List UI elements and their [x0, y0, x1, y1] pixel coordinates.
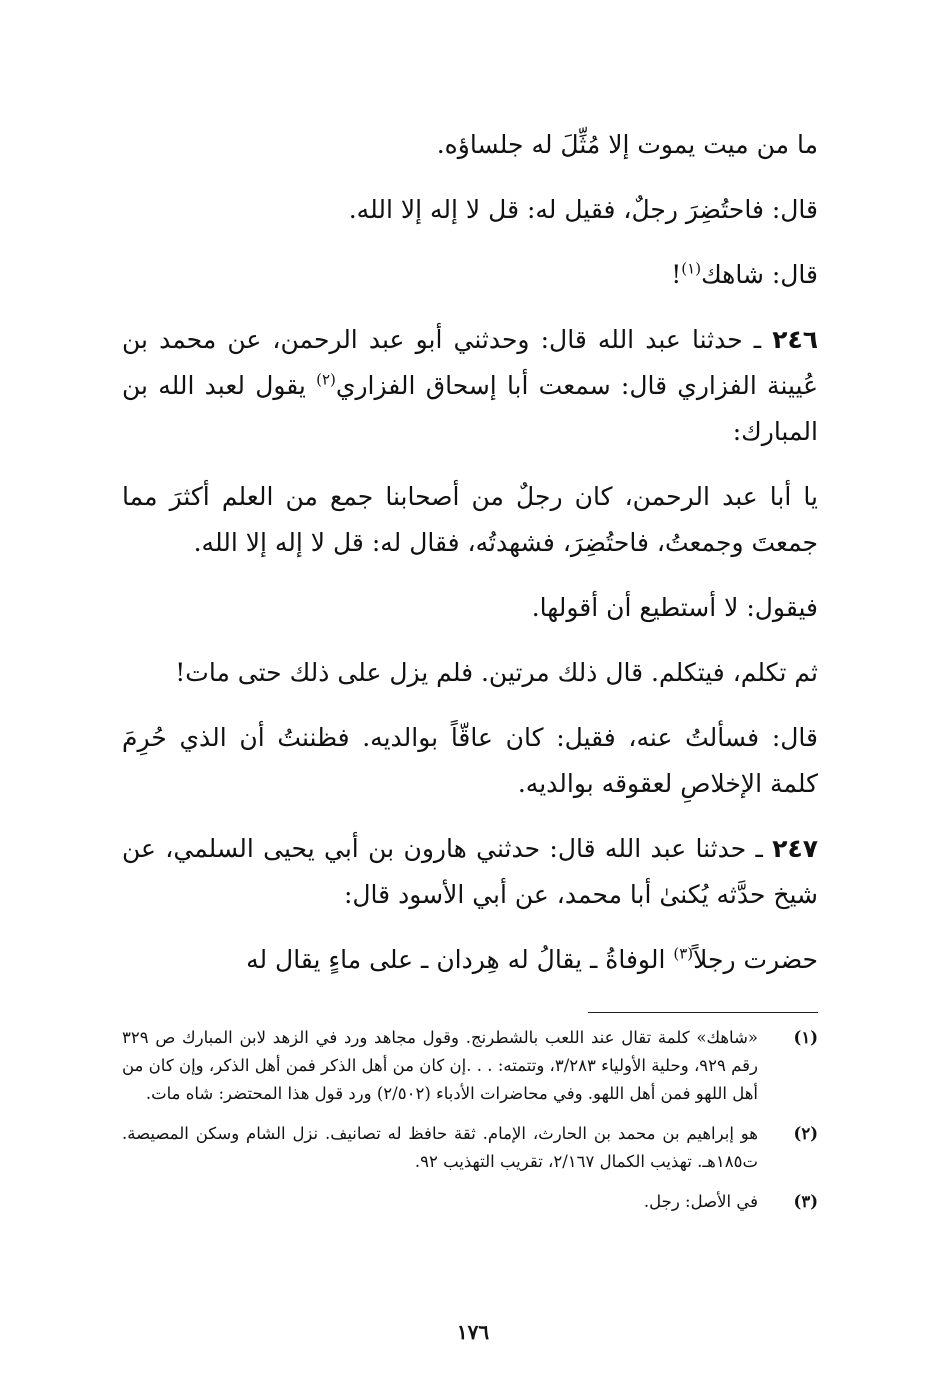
footnote-ref[interactable]: (٢) — [316, 370, 336, 389]
paragraph-text: ـ حدثنا عبد الله قال: وحدثني أبو عبد الرحمن، عن محمد بن عُيينة الفزاري قال: سمعت أبا إسحاق الفزاري — [122, 325, 819, 400]
paragraph — [122, 715, 818, 807]
paragraph — [122, 937, 818, 983]
footnote-3 — [122, 1188, 818, 1216]
paragraph — [122, 585, 818, 631]
narration-number: ٢٤٦ — [772, 325, 818, 354]
footnote-number: (١) — [793, 1028, 818, 1047]
main-text — [122, 122, 818, 1002]
paragraph — [122, 474, 818, 566]
paragraph-text: قال: فاحتُضِرَ رجلٌ، فقيل له: قل لا إله إلا الله. — [348, 195, 818, 224]
footnote-ref[interactable]: (٣) — [673, 944, 694, 963]
paragraph-text: الوفاةُ ـ يقالُ له هِردان ـ على ماءٍ يقال له — [246, 945, 674, 974]
paragraph-text: يا أبا عبد الرحمن، كان رجلٌ من أصحابنا جمع من العلم أكثرَ مما جمعتَ وجمعتُ، فاحتُضِرَ، فشهدتُه، فقال له: قل لا إله إلا الله. — [122, 482, 818, 557]
paragraph-text: قال: شاهك — [701, 260, 818, 289]
footnote-ref[interactable]: (١) — [681, 259, 702, 278]
footnote-2 — [122, 1120, 818, 1176]
footnote-text: هو إبراهيم بن محمد بن الحارث، الإمام. ثقة حافظ له تصانيف. نزل الشام وسكن المصيصة. ت١٨٥هـ. تهذيب الكمال ٢/١٦٧، تقريب التهذيب ٩٢. — [122, 1124, 758, 1171]
paragraph — [122, 650, 818, 696]
narration-246 — [122, 317, 818, 455]
paragraph — [122, 122, 818, 168]
paragraph-text: قال: فسألتُ عنه، فقيل: كان عاقّاً بوالديه. فظننتُ أن الذي حُرِمَ كلمة الإخلاصِ لعقوقه بوالديه. — [122, 723, 818, 798]
narration-number: ٢٤٧ — [772, 834, 818, 863]
paragraph — [122, 252, 818, 298]
paragraph-text: ثم تكلم، فيتكلم. قال ذلك مرتين. فلم يزل على ذلك حتى مات! — [175, 658, 818, 687]
footnote-number: (٣) — [793, 1192, 818, 1211]
footnote-1 — [122, 1024, 818, 1108]
paragraph-text: ما من ميت يموت إلا مُثِّلَ له جلساؤه. — [436, 130, 818, 159]
paragraph-text: حضرت رجلاً — [693, 945, 818, 974]
paragraph-text: فيقول: لا أستطيع أن أقولها. — [531, 593, 818, 622]
paragraph-text: يقول لعبد الله بن المبارك: — [122, 371, 818, 446]
paragraph-text: ـ حدثنا عبد الله قال: حدثني هارون بن أبي يحيى السلمي، عن شيخ حدَّثه يُكنىٰ أبا محمد، عن أبي الأسود قال: — [122, 834, 818, 909]
footnote-text: «شاهك» كلمة تقال عند اللعب بالشطرنج. وقول مجاهد ورد في الزهد لابن المبارك ص ٣٢٩ رقم ٩٢٩، وحلية الأولياء ٣/٢٨٣، وتتمته: . . .إن كان من أهل الذكر فمن أهل الذكر، وإن كان من أهل اللهو فمن أهل اللهو. وفي محاضرات الأدباء (٢/٥٠٢) ورد قول هذا المحتضر: شاه مات. — [122, 1028, 758, 1103]
footnote-number: (٢) — [793, 1124, 818, 1143]
paragraph — [122, 187, 818, 233]
narration-247 — [122, 826, 818, 918]
page-number: ١٧٦ — [456, 1320, 490, 1344]
footnote-text: في الأصل: رجل. — [643, 1192, 758, 1211]
footnote-separator — [588, 1012, 818, 1013]
footnotes — [122, 1024, 818, 1228]
paragraph-text: ! — [671, 260, 682, 289]
